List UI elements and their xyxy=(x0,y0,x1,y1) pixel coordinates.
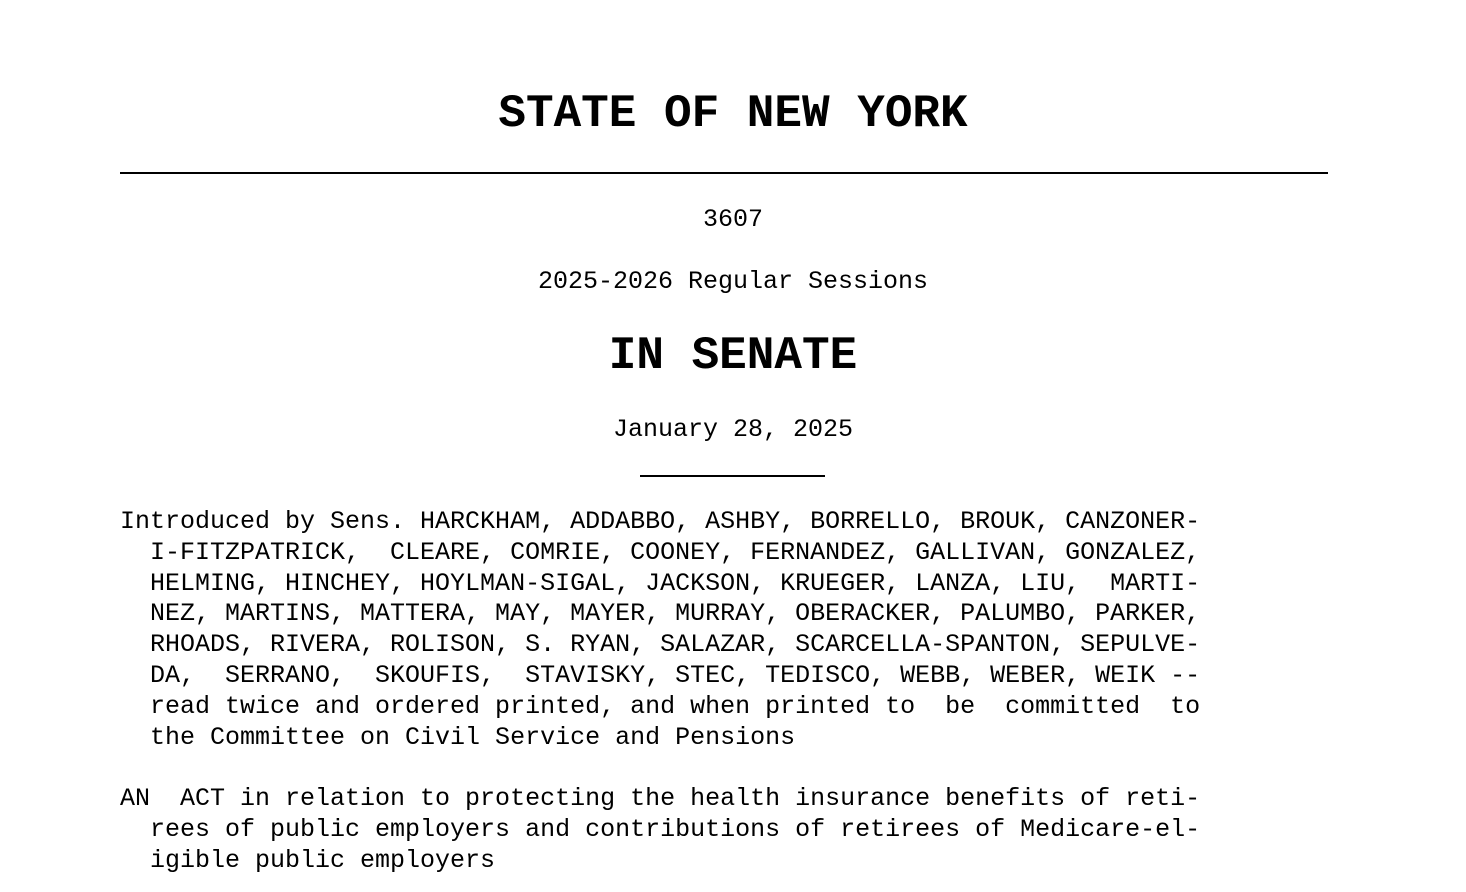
document-title: STATE OF NEW YORK xyxy=(498,88,968,140)
act-title-line: rees of public employers and contributions of retirees of Medicare-el- xyxy=(120,814,1201,844)
sponsors-line: I-FITZPATRICK, CLEARE, COMRIE, COONEY, FERNANDEZ, GALLIVAN, GONZALEZ, xyxy=(120,537,1201,567)
bill-number: 3607 xyxy=(702,205,763,234)
legislative-session: 2025-2026 Regular Sessions xyxy=(537,267,929,296)
chamber-heading: IN SENATE xyxy=(608,330,858,382)
sponsors-line: the Committee on Civil Service and Pensions xyxy=(120,722,796,752)
sponsors-line: RHOADS, RIVERA, ROLISON, S. RYAN, SALAZAR, SCARCELLA-SPANTON, SEPULVE- xyxy=(120,630,1201,660)
sponsors-line: Introduced by Sens. HARCKHAM, ADDABBO, ASHBY, BORRELLO, BROUK, CANZONER- xyxy=(120,507,1201,536)
act-title-line: AN ACT in relation to protecting the health insurance benefits of reti- xyxy=(120,784,1201,813)
act-title-paragraph xyxy=(120,784,1340,876)
sponsors-line: DA, SERRANO, SKOUFIS, STAVISKY, STEC, TEDISCO, WEBB, WEBER, WEIK -- xyxy=(120,660,1201,690)
date-divider xyxy=(640,475,825,477)
sponsors-line: NEZ, MARTINS, MATTERA, MAY, MAYER, MURRAY, OBERACKER, PALUMBO, PARKER, xyxy=(120,599,1201,629)
sponsors-line: read twice and ordered printed, and when printed to be committed to xyxy=(120,691,1201,721)
title-divider xyxy=(120,172,1328,174)
sponsors-paragraph xyxy=(120,507,1340,753)
act-title-line: igible public employers xyxy=(120,845,496,875)
introduction-date: January 28, 2025 xyxy=(612,415,854,444)
sponsors-line: HELMING, HINCHEY, HOYLMAN-SIGAL, JACKSON, KRUEGER, LANZA, LIU, MARTI- xyxy=(120,568,1201,598)
